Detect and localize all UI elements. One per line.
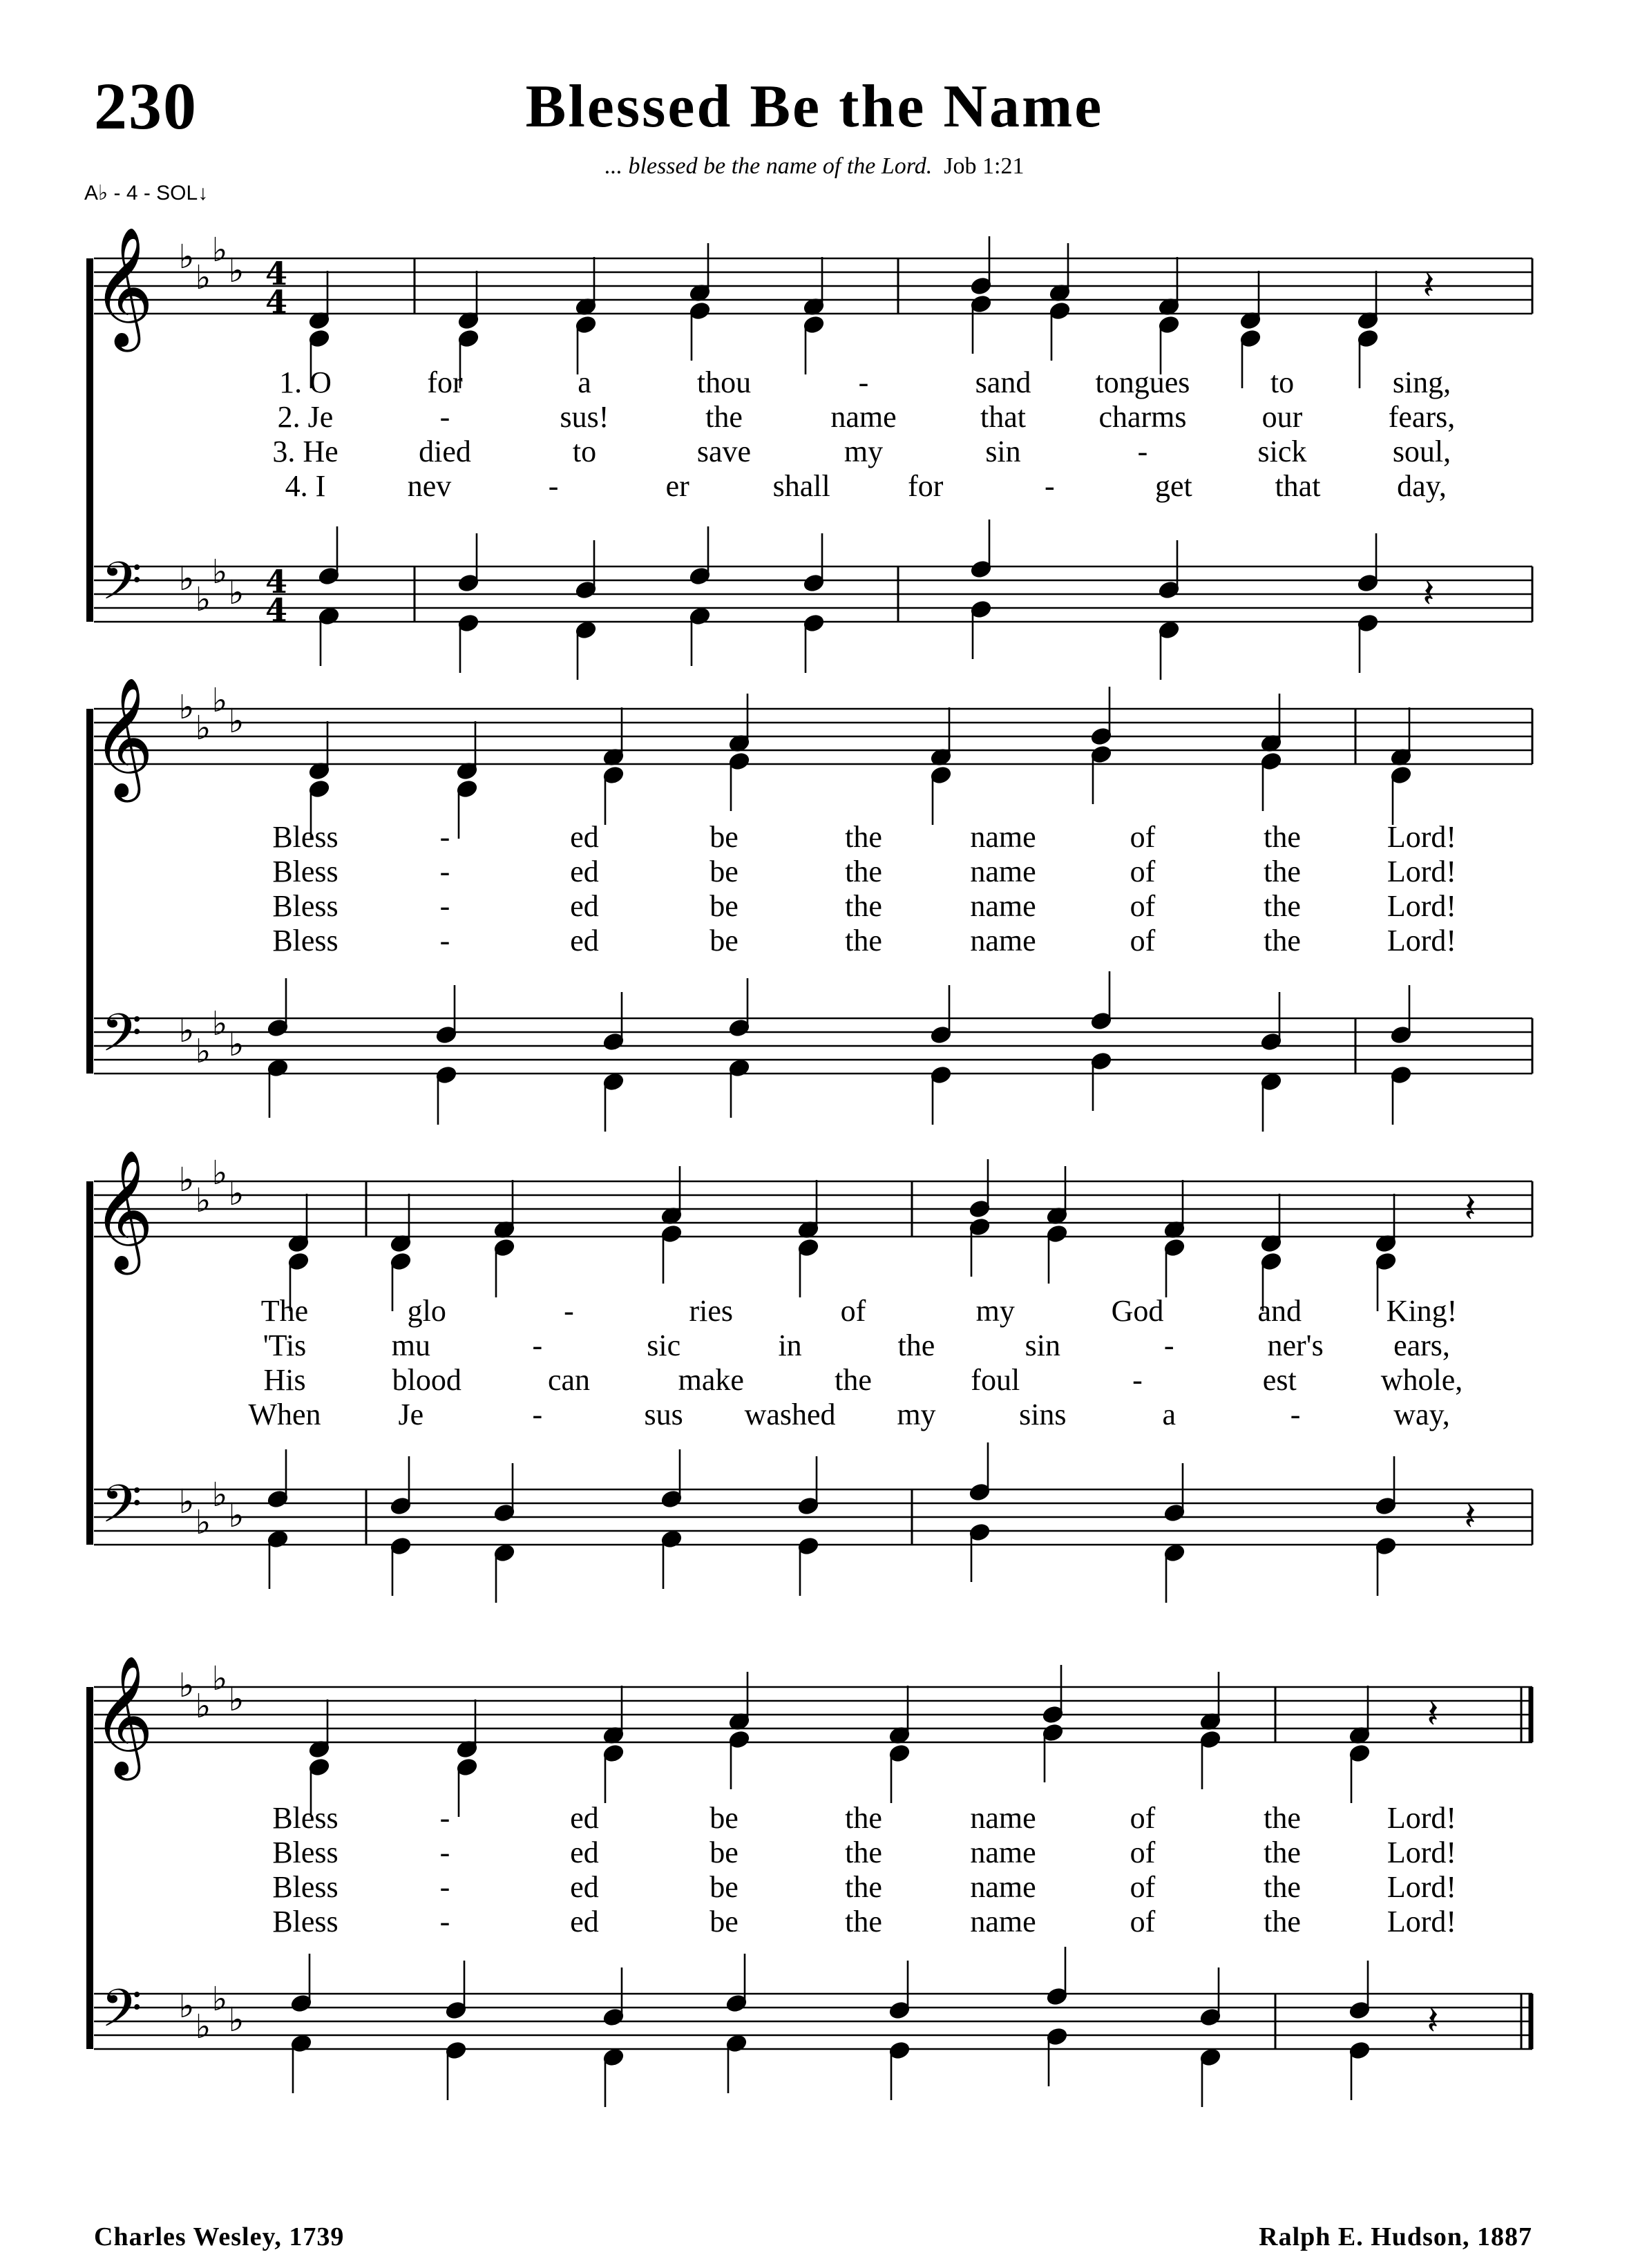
scripture-citation: Job 1:21 [944,153,1025,179]
lyric-hyphen: - [439,1801,450,1835]
lyric-syllable: my [844,435,884,468]
lyric-syllable: for [908,469,944,503]
lyric-verse-1 [272,820,1456,854]
lyric-syllable: name [970,1836,1036,1869]
lyric-syllable: glo [407,1294,446,1328]
lyric-hyphen: - [1132,1363,1143,1397]
flat-sign: ♭ [228,1174,245,1213]
lyric-verse-1 [279,365,1451,399]
bass-clef: 𝄢 [101,1474,142,1547]
music-credit: Ralph E. Hudson, 1887 [1259,2222,1532,2251]
lyric-syllable: a [1162,1398,1176,1431]
lyric-syllable: of [840,1294,866,1328]
flat-sign: ♭ [178,1161,195,1199]
lyric-hyphen: - [439,1870,450,1904]
lyric-hyphen: - [1045,469,1055,503]
lyric-syllable: name [970,1801,1036,1835]
flat-sign: ♭ [228,1680,245,1719]
lyric-syllable: Lord! [1387,855,1457,888]
lyric-syllable: in [778,1328,802,1362]
tune-info: A♭ - 4 - SOL↓ [84,182,209,204]
hymn-number: 230 [94,69,198,143]
lyric-syllable: can [547,1363,591,1397]
lyric-syllable: 4. I [285,469,326,503]
lyric-syllable: soul, [1392,435,1451,468]
lyric-hyphen: - [439,889,450,923]
lyric-syllable: name [830,400,897,434]
lyric-syllable: Lord! [1387,1836,1457,1869]
lyric-syllable: God [1111,1294,1164,1328]
lyric-syllable: sand [975,365,1031,399]
lyric-syllable: fears, [1388,400,1456,434]
lyric-syllable: ner's [1267,1328,1324,1362]
lyric-verse-2 [272,1836,1456,1869]
lyric-syllable: ed [570,1905,599,1938]
lyric-hyphen: - [439,924,450,957]
lyric-syllable: ed [570,820,599,854]
bass-staff [94,1442,1532,1603]
flat-sign: ♭ [211,553,228,591]
lyric-syllable: Bless [272,1801,339,1835]
flat-sign: ♭ [195,1032,211,1071]
flat-sign: ♭ [228,2001,245,2039]
lyric-syllable: the [845,1870,882,1904]
lyric-syllable: died [419,435,471,468]
treble-staff [93,227,1532,388]
lyric-syllable: shall [772,469,830,503]
flat-sign: ♭ [211,231,228,269]
lyric-syllable: sus [644,1398,683,1431]
lyric-syllable: a [578,365,591,399]
flat-sign: ♭ [195,2008,211,2046]
lyric-verse-4 [272,924,1456,957]
flat-sign: ♭ [178,1483,195,1521]
lyric-hyphen: - [548,469,559,503]
lyric-hyphen: - [858,365,869,399]
lyric-syllable: ed [570,1870,599,1904]
lyric-syllable: my [975,1294,1015,1328]
lyric-verse-4 [285,469,1447,503]
lyric-syllable: the [845,1801,882,1835]
lyric-syllable: The [260,1294,309,1328]
treble-staff [93,1150,1532,1311]
lyric-syllable: the [845,855,882,888]
lyric-syllable: ed [570,924,599,957]
lyric-syllable: ed [570,1836,599,1869]
lyric-syllable: tongues [1095,365,1190,399]
quarter-rest: 𝄽 [1427,1692,1439,1737]
lyric-syllable: ed [570,855,599,888]
lyric-syllable: er [665,469,689,503]
lyric-syllable: name [970,820,1036,854]
lyric-syllable: Bless [272,855,339,888]
lyrics [272,1801,1456,1938]
lyric-syllable: ed [570,1801,599,1835]
lyric-syllable: Je [398,1398,424,1431]
lyric-syllable: the [1264,820,1301,854]
flat-sign: ♭ [178,1011,195,1050]
flat-sign: ♭ [195,709,211,747]
lyric-syllable: the [845,820,882,854]
lyric-syllable: be [709,855,739,888]
quarter-rest: 𝄽 [1464,1186,1476,1231]
lyric-syllable: name [970,855,1036,888]
lyric-syllable: His [263,1363,306,1397]
quarter-rest: 𝄽 [1422,571,1435,616]
lyric-syllable: of [1130,1801,1156,1835]
lyric-syllable: the [1264,924,1301,957]
lyric-verse-3 [263,1363,1463,1397]
flat-sign: ♭ [195,580,211,619]
lyric-syllable: the [1264,855,1301,888]
time-signature-top: 4 [265,563,288,600]
lyric-syllable: of [1130,855,1156,888]
lyric-syllable: be [709,924,739,957]
lyric-syllable: the [845,1905,882,1938]
lyric-syllable: Bless [272,889,339,923]
flat-sign: ♭ [228,702,245,741]
flat-sign: ♭ [228,573,245,612]
treble-clef: 𝄞 [92,1655,154,1775]
lyric-syllable: our [1261,400,1303,434]
lyric-hyphen: - [1163,1328,1174,1362]
lyric-hyphen: - [439,1905,450,1938]
lyric-syllable: Lord! [1387,1801,1457,1835]
bass-staff [94,971,1532,1132]
lyric-syllable: of [1130,820,1156,854]
music-system-3 [90,1150,1532,1603]
music-system-1 [90,227,1532,680]
lyric-syllable: of [1130,1905,1156,1938]
lyric-syllable: Lord! [1387,1870,1457,1904]
bass-clef: 𝄢 [101,1002,142,1076]
lyric-syllable: the [705,400,743,434]
lyric-syllable: sin [1025,1328,1061,1362]
bass-staff [94,1947,1532,2107]
flat-sign: ♭ [211,681,228,720]
lyric-syllable: Bless [272,1870,339,1904]
quarter-rest: 𝄽 [1464,1494,1476,1539]
lyric-syllable: ears, [1393,1328,1450,1362]
lyric-syllable: sus! [560,400,609,434]
lyric-syllable: sins [1019,1398,1067,1431]
lyric-syllable: of [1130,924,1156,957]
lyric-syllable: my [897,1398,936,1431]
lyric-syllable: Bless [272,1905,339,1938]
flat-sign: ♭ [228,251,245,290]
lyric-syllable: be [709,1905,739,1938]
lyric-syllable: get [1155,469,1192,503]
lyric-verse-2 [263,1328,1450,1362]
lyric-syllable: 1. O [279,365,332,399]
lyric-syllable: the [1264,1905,1301,1938]
lyric-verse-1 [272,1801,1456,1835]
lyric-verse-2 [278,400,1456,434]
lyric-syllable: 2. Je [277,400,334,434]
lyric-syllable: the [897,1328,935,1362]
music-system-4 [90,1655,1532,2107]
lyric-syllable: est [1262,1363,1297,1397]
lyric-hyphen: - [439,400,450,434]
lyric-verse-3 [272,889,1456,923]
lyric-syllable: save [696,435,752,468]
treble-clef: 𝄞 [92,1150,154,1270]
lyric-syllable: be [709,1801,739,1835]
time-signature-top: 4 [265,255,288,292]
lyric-syllable: be [709,1836,739,1869]
lyric-hyphen: - [439,855,450,888]
lyric-syllable: the [1264,1870,1301,1904]
lyric-syllable: blood [392,1363,461,1397]
lyric-syllable: that [1275,469,1321,503]
lyric-syllable: of [1130,1836,1156,1869]
lyric-syllable: sing, [1392,365,1451,399]
lyric-syllable: for [427,365,463,399]
flat-sign: ♭ [228,1025,245,1064]
lyric-syllable: name [970,924,1036,957]
lyric-syllable: way, [1393,1398,1450,1431]
flat-sign: ♭ [195,1503,211,1542]
lyric-verse-2 [272,855,1456,888]
lyric-syllable: name [970,1905,1036,1938]
lyric-syllable: washed [744,1398,836,1431]
bass-clef: 𝄢 [101,551,142,625]
time-signature-bottom: 4 [265,591,288,629]
flat-sign: ♭ [211,1004,228,1043]
lyric-hyphen: - [1137,435,1148,468]
lyric-hyphen: - [532,1328,543,1362]
lyric-syllable: be [709,889,739,923]
lyric-syllable: Lord! [1387,924,1457,957]
lyric-syllable: Bless [272,1836,339,1869]
flat-sign: ♭ [211,1980,228,2019]
flat-sign: ♭ [178,1987,195,2026]
time-signature-bottom: 4 [265,283,288,321]
scripture-quote: ... blessed be the name of the Lord. [604,153,933,179]
bass-clef: 𝄢 [101,1978,142,2052]
lyric-syllable: nev [407,469,452,503]
lyric-hyphen: - [439,1836,450,1869]
flat-sign: ♭ [195,1687,211,1726]
lyric-syllable: to [572,435,597,468]
flat-sign: ♭ [178,560,195,598]
lyric-syllable: be [709,820,739,854]
lyric-syllable: thou [696,365,752,399]
words-credit: Charles Wesley, 1739 [94,2222,345,2251]
lyric-syllable: mu [391,1328,431,1362]
lyric-syllable: Bless [272,924,339,957]
flat-sign: ♭ [211,1154,228,1192]
lyric-syllable: and [1257,1294,1302,1328]
treble-staff [93,677,1532,839]
lyric-hyphen: - [1290,1398,1301,1431]
lyric-verse-3 [272,1870,1456,1904]
lyric-syllable: 'Tis [263,1328,307,1362]
lyric-syllable: 3. He [272,435,339,468]
quarter-rest: 𝄽 [1422,263,1435,308]
flat-sign: ♭ [195,1181,211,1220]
quarter-rest: 𝄽 [1427,1999,1439,2043]
lyric-verse-1 [261,1294,1458,1328]
lyric-syllable: ries [689,1294,734,1328]
lyric-syllable: the [845,889,882,923]
lyric-syllable: that [980,400,1026,434]
lyric-syllable: make [678,1363,744,1397]
flat-sign: ♭ [178,238,195,276]
lyric-syllable: Lord! [1387,889,1457,923]
lyric-syllable: ed [570,889,599,923]
lyric-syllable: the [1264,1836,1301,1869]
lyric-verse-4 [248,1398,1449,1431]
music-system-2 [90,677,1532,1132]
flat-sign: ♭ [228,1496,245,1535]
lyric-syllable: the [1264,1801,1301,1835]
flat-sign: ♭ [211,1659,228,1698]
lyrics [248,1294,1463,1431]
lyrics [272,820,1456,957]
lyric-syllable: sic [647,1328,681,1362]
flat-sign: ♭ [178,1666,195,1705]
treble-staff [93,1655,1532,1817]
hymn-title: Blessed Be the Name [525,73,1104,140]
lyric-syllable: When [248,1398,321,1431]
lyric-syllable: foul [971,1363,1020,1397]
lyric-syllable: to [1270,365,1295,399]
lyric-syllable: Lord! [1387,1905,1457,1938]
flat-sign: ♭ [195,258,211,297]
lyric-syllable: Lord! [1387,820,1457,854]
lyric-syllable: day, [1397,469,1447,503]
lyric-verse-3 [272,435,1451,468]
lyric-verse-4 [272,1905,1456,1938]
lyric-syllable: sin [985,435,1021,468]
treble-clef: 𝄞 [92,227,154,347]
lyric-syllable: of [1130,889,1156,923]
flat-sign: ♭ [211,1476,228,1514]
lyric-syllable: the [845,924,882,957]
lyric-syllable: whole, [1380,1363,1463,1397]
lyric-hyphen: - [564,1294,574,1328]
lyric-syllable: of [1130,1870,1156,1904]
lyric-syllable: the [845,1836,882,1869]
lyric-hyphen: - [439,820,450,854]
lyric-syllable: sick [1257,435,1307,468]
lyric-syllable: charms [1098,400,1187,434]
lyrics [272,365,1455,503]
lyric-syllable: name [970,1870,1036,1904]
lyric-syllable: King! [1386,1294,1458,1328]
lyric-syllable: Bless [272,820,339,854]
bass-staff [94,520,1532,680]
flat-sign: ♭ [178,688,195,727]
lyric-syllable: the [1264,889,1301,923]
lyric-syllable: name [970,889,1036,923]
lyric-hyphen: - [532,1398,543,1431]
lyric-syllable: the [835,1363,872,1397]
lyric-syllable: be [709,1870,739,1904]
treble-clef: 𝄞 [92,677,154,797]
